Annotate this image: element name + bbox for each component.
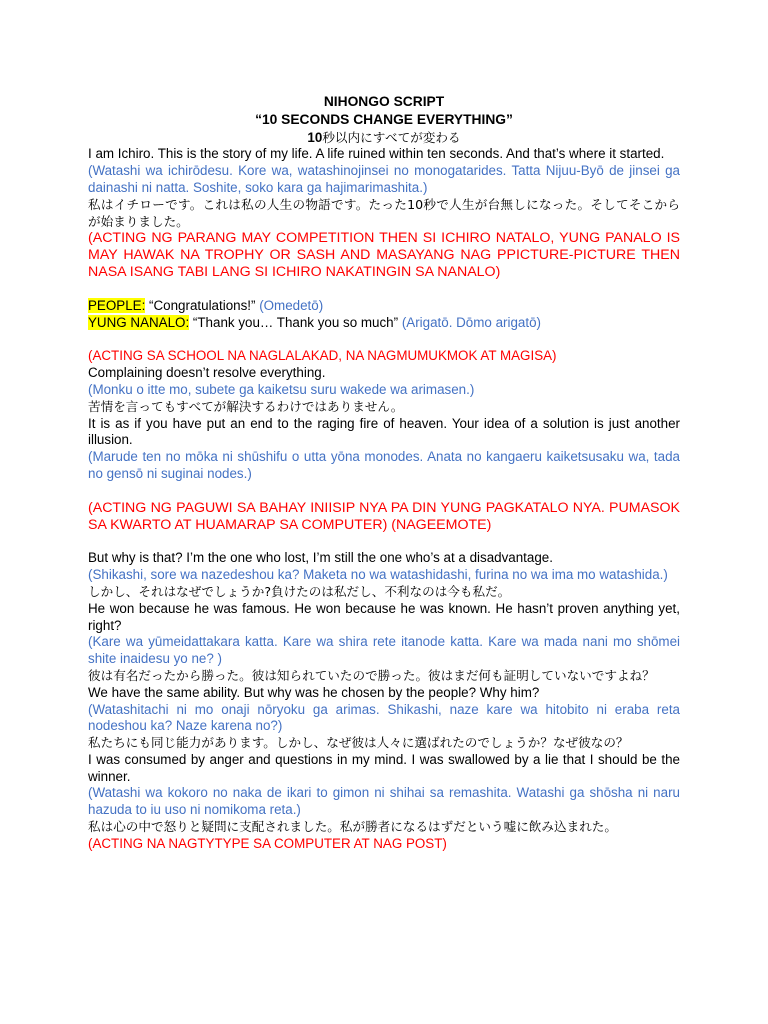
romaji-line: (Shikashi, sore wa nazedeshou ka? Maketa no wa watashidashi, furina no wa ima mo watashida.) xyxy=(88,567,668,583)
people-line: “Congratulations!” xyxy=(145,297,260,313)
document-subtitle: “10 SECONDS CHANGE EVERYTHING” xyxy=(255,111,513,127)
english-line: It is as if you have put an end to the raging fire of heaven. Your idea of a solution is just another illusion. xyxy=(88,415,680,448)
japanese-title-number: 10 xyxy=(307,129,323,145)
english-line: But why is that? I’m the one who lost, I’m still the one who’s at a disadvantage. xyxy=(88,550,553,566)
japanese-title xyxy=(88,130,680,147)
english-line: He won because he was famous. He won because he was known. He hasn’t proven anything yet, right? xyxy=(88,600,680,633)
japanese-line: 私は心の中で怒りと疑問に支配されました。私が勝者になるはずだという嘘に飲み込まれた。 xyxy=(88,819,617,835)
people-romaji: (Omedetō) xyxy=(259,297,324,313)
stage-direction: (ACTING NA NAGTYTYPE SA COMPUTER AT NAG POST) xyxy=(88,835,447,851)
english-line: I am Ichiro. This is the story of my life. A life ruined within ten seconds. And that’s where it started. xyxy=(88,146,665,162)
romaji-line: (Watashi wa ichirōdesu. Kore wa, watashinojinsei no monogatarides. Tatta Nijuu-Byō de jinsei ga dainashi ni natta. Soshite, soko kara ga hajimarimashita.) xyxy=(88,163,680,195)
english-line: We have the same ability. But why was he chosen by the people? Why him? xyxy=(88,684,540,700)
japanese-line: 苦情を言ってもすべてが解決するわけではありません。 xyxy=(88,398,404,414)
winner-line: “Thank you… Thank you so much” xyxy=(189,314,402,330)
japanese-line: 彼は有名だったから勝った。彼は知られていたので勝った。彼はまだ何も証明していないですよね？ xyxy=(88,667,655,683)
romaji-line: (Kare wa yūmeidattakara katta. Kare wa shira rete itanode katta. Kare wa mada nani mo shōmei shite inaidesu yo ne? ) xyxy=(88,634,680,667)
japanese-title-text: 秒以内にすべてが変わる xyxy=(322,129,461,145)
english-line: Complaining doesn’t resolve everything. xyxy=(88,365,326,381)
speaker-label-people: PEOPLE: xyxy=(88,297,146,313)
romaji-line: (Watashi wa kokoro no naka de ikari to gimon ni shihai sa remashita. Watashi ga shōsha ni naru hazuda to iu uso ni nomikoma reta.) xyxy=(88,785,680,818)
romaji-line: (Monku o itte mo, subete ga kaiketsu suru wakede wa arimasen.) xyxy=(88,381,475,397)
document-title: NIHONGO SCRIPT xyxy=(323,94,445,109)
english-line: I was consumed by anger and questions in my mind. I was swallowed by a lie that I should be the winner. xyxy=(88,751,680,784)
script-document xyxy=(88,94,680,853)
japanese-line: しかし、それはなぜでしょうか?負けたのは私だし、不利なのは今も私だ。 xyxy=(88,583,511,599)
romaji-line: (Watashitachi ni mo onaji nōryoku ga arimas. Shikashi, naze kare wa hitobito ni eraba reta nodeshou ka? Naze karena no?) xyxy=(88,701,680,734)
winner-romaji: (Arigatō. Dōmo arigatō) xyxy=(401,314,541,330)
stage-direction: (ACTING NG PARANG MAY COMPETITION THEN SI ICHIRO NATALO, YUNG PANALO IS MAY HAWAK NA TROPHY OR SASH AND MASAYANG NAG PPICTURE-PICTURE THEN NASA ISANG TABI LANG SI ICHIRO NAKATINGIN SA NANALO) xyxy=(88,230,680,280)
winner-dialogue xyxy=(88,315,680,332)
stage-direction: (ACTING NG PAGUWI SA BAHAY INIISIP NYA PA DIN YUNG PAGKATALO NYA. PUMASOK SA KWARTO AT HUAMARAP SA COMPUTER) (NAGEEMOTE) xyxy=(88,499,680,533)
speaker-label-winner: YUNG NANALO: xyxy=(88,314,190,330)
people-dialogue xyxy=(88,298,680,315)
japanese-line: 私たちにも同じ能力があります。しかし、なぜ彼は人々に選ばれたのでしょうか？なぜ彼なの？ xyxy=(88,735,629,751)
japanese-line: 私はイチローです。これは私の人生の物語です。たった10秒で人生が台無しになった。そしてそこからが始まりました。 xyxy=(88,196,680,229)
stage-direction: (ACTING SA SCHOOL NA NAGLALAKAD, NA NAGMUMUKMOK AT MAGISA) xyxy=(88,348,557,364)
romaji-line: (Marude ten no mōka ni shūshifu o utta yōna monodes. Anata no kangaeru kaiketsusaku wa, tada no gensō ni suginai nodes.) xyxy=(88,449,680,481)
